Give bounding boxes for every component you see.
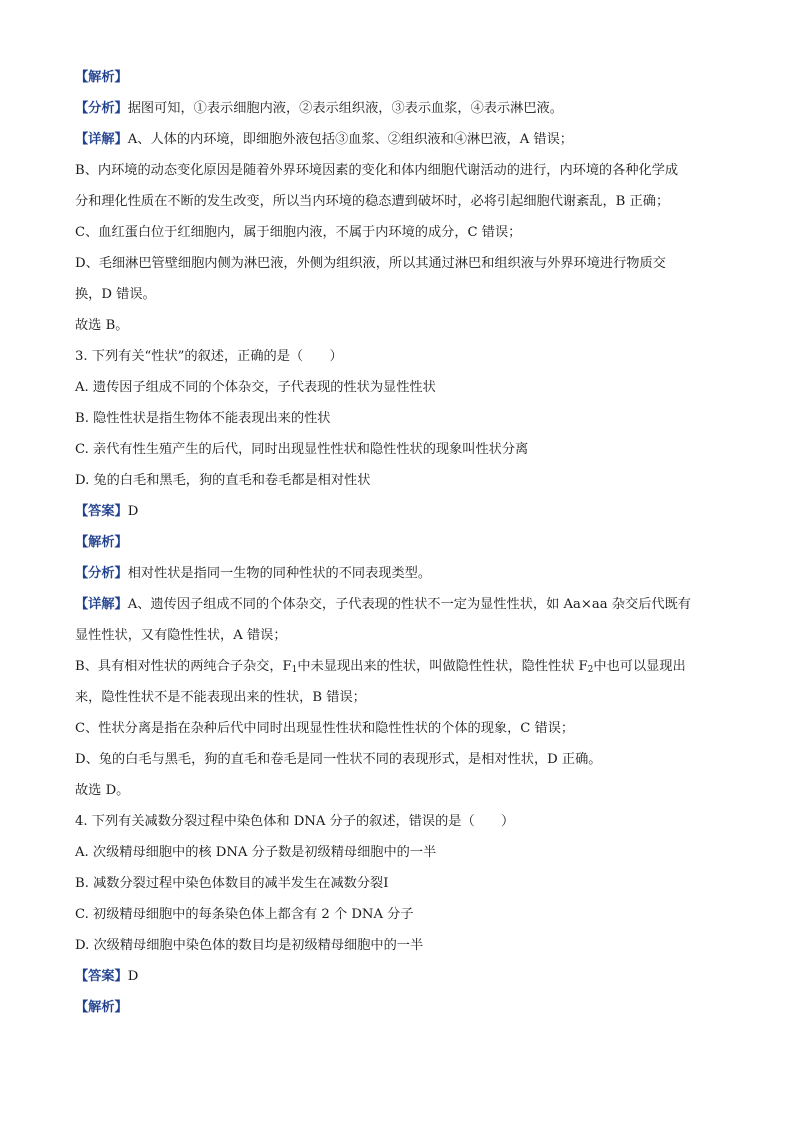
q3-c-line: C、性状分离是指在杂种后代中同时出现显性性状和隐性性状的个体的现象，C 错误； [75,721,575,736]
q2-xiangjie-line [75,124,725,155]
q2-fenxi-line [75,93,725,124]
analysis-tag: 【解析】 [75,70,128,85]
q4-option-a: A. 次级精母细胞中的核 DNA 分子数是初级精母细胞中的一半 [75,845,437,860]
q3-d-line: D、兔的白毛与黑毛，狗的直毛和卷毛是同一性状不同的表现形式，是相对性状，D 正确。 [75,752,602,767]
q3-fenxi-line [75,558,725,589]
answer-tag: 【答案】 [75,504,128,519]
f2-subscript: 2 [587,665,594,675]
xiangjie-tag: 【详解】 [75,597,128,612]
q4-option-b: B. 减数分裂过程中染色体数目的减半发生在减数分裂Ⅰ [75,876,389,891]
q2-d-line-2: 换，D 错误。 [75,287,156,302]
q2-b-line-2: 分和理化性质在不断的发生改变，所以当内环境的稳态遭到破坏时，必将引起细胞代谢紊乱，B 正确； [75,194,670,209]
q3-answer-line [75,496,725,527]
q2-analysis-header [75,62,725,93]
fenxi-text: 据图可知，①表示细胞内液，②表示组织液，③表示血浆，④表示淋巴液。 [127,101,563,116]
q3-option-d: D. 兔的白毛和黑毛，狗的直毛和卷毛都是相对性状 [75,473,371,488]
q3-stem: 3. 下列有关“性状”的叙述，正确的是（ ） [75,349,343,364]
q2-b-line-1: B、内环境的动态变化原因是随着外界环境因素的变化和体内细胞代谢活动的进行，内环境的各种化学成 [75,163,679,178]
answer-tag: 【答案】 [75,969,128,984]
q3-analysis-header [75,527,725,558]
q2-conclusion: 故选 B。 [75,318,129,333]
q3-option-a: A. 遗传因子组成不同的个体杂交，子代表现的性状为显性性状 [75,380,436,395]
q3-conclusion: 故选 D。 [75,783,130,798]
q2-d-line-1: D、毛细淋巴管壁细胞内侧为淋巴液，外侧为组织液，所以其通过淋巴和组织液与外界环境进行物质交 [75,256,666,271]
answer-value: D [127,969,139,984]
q3-xiangjie-line [75,589,725,620]
fenxi-text: 相对性状是指同一生物的同种性状的不同表现类型。 [127,566,432,581]
q3-option-b: B. 隐性性状是指生物体不能表现出来的性状 [75,411,331,426]
q3-b-text-pre: B、具有相对性状的两纯合子杂交，F [75,659,292,674]
fenxi-tag: 【分析】 [75,101,128,116]
q2-c-line: C、血红蛋白位于红细胞内，属于细胞内液，不属于内环境的成分，C 错误； [75,225,522,240]
xiangjie-text: A、人体的内环境，即细胞外液包括③血浆、②组织液和④淋巴液，A 错误； [127,132,573,147]
q3-b-text-mid: 中未显现出来的性状，叫做隐性性状，隐性性状 F [297,659,588,674]
fenxi-tag: 【分析】 [75,566,128,581]
q3-b-text-post: 中也可以显现出 [593,659,686,674]
q4-answer-line [75,961,725,992]
xiangjie-text: A、遗传因子组成不同的个体杂交，子代表现的性状不一定为显性性状，如 Aa×aa 杂交后代既有 [127,597,691,612]
q4-analysis-header [75,992,725,1023]
q3-option-c: C. 亲代有性生殖产生的后代，同时出现显性性状和隐性性状的现象叫性状分离 [75,442,529,457]
analysis-tag: 【解析】 [75,1000,128,1015]
q3-b-line-1 [75,651,725,682]
q3-a-line-2: 显性性状，又有隐性性状，A 错误； [75,628,287,643]
f1-subscript: 1 [291,665,298,675]
xiangjie-tag: 【详解】 [75,132,128,147]
q4-option-d: D. 次级精母细胞中染色体的数目均是初级精母细胞中的一半 [75,938,424,953]
q4-option-c: C. 初级精母细胞中的每条染色体上都含有 2 个 DNA 分子 [75,907,414,922]
document-page [75,62,725,1023]
answer-value: D [127,504,139,519]
analysis-tag: 【解析】 [75,535,128,550]
q4-stem: 4. 下列有关减数分裂过程中染色体和 DNA 分子的叙述，错误的是（ ） [75,814,515,829]
q3-b-line-2: 来，隐性性状不是不能表现出来的性状，B 错误； [75,690,366,705]
